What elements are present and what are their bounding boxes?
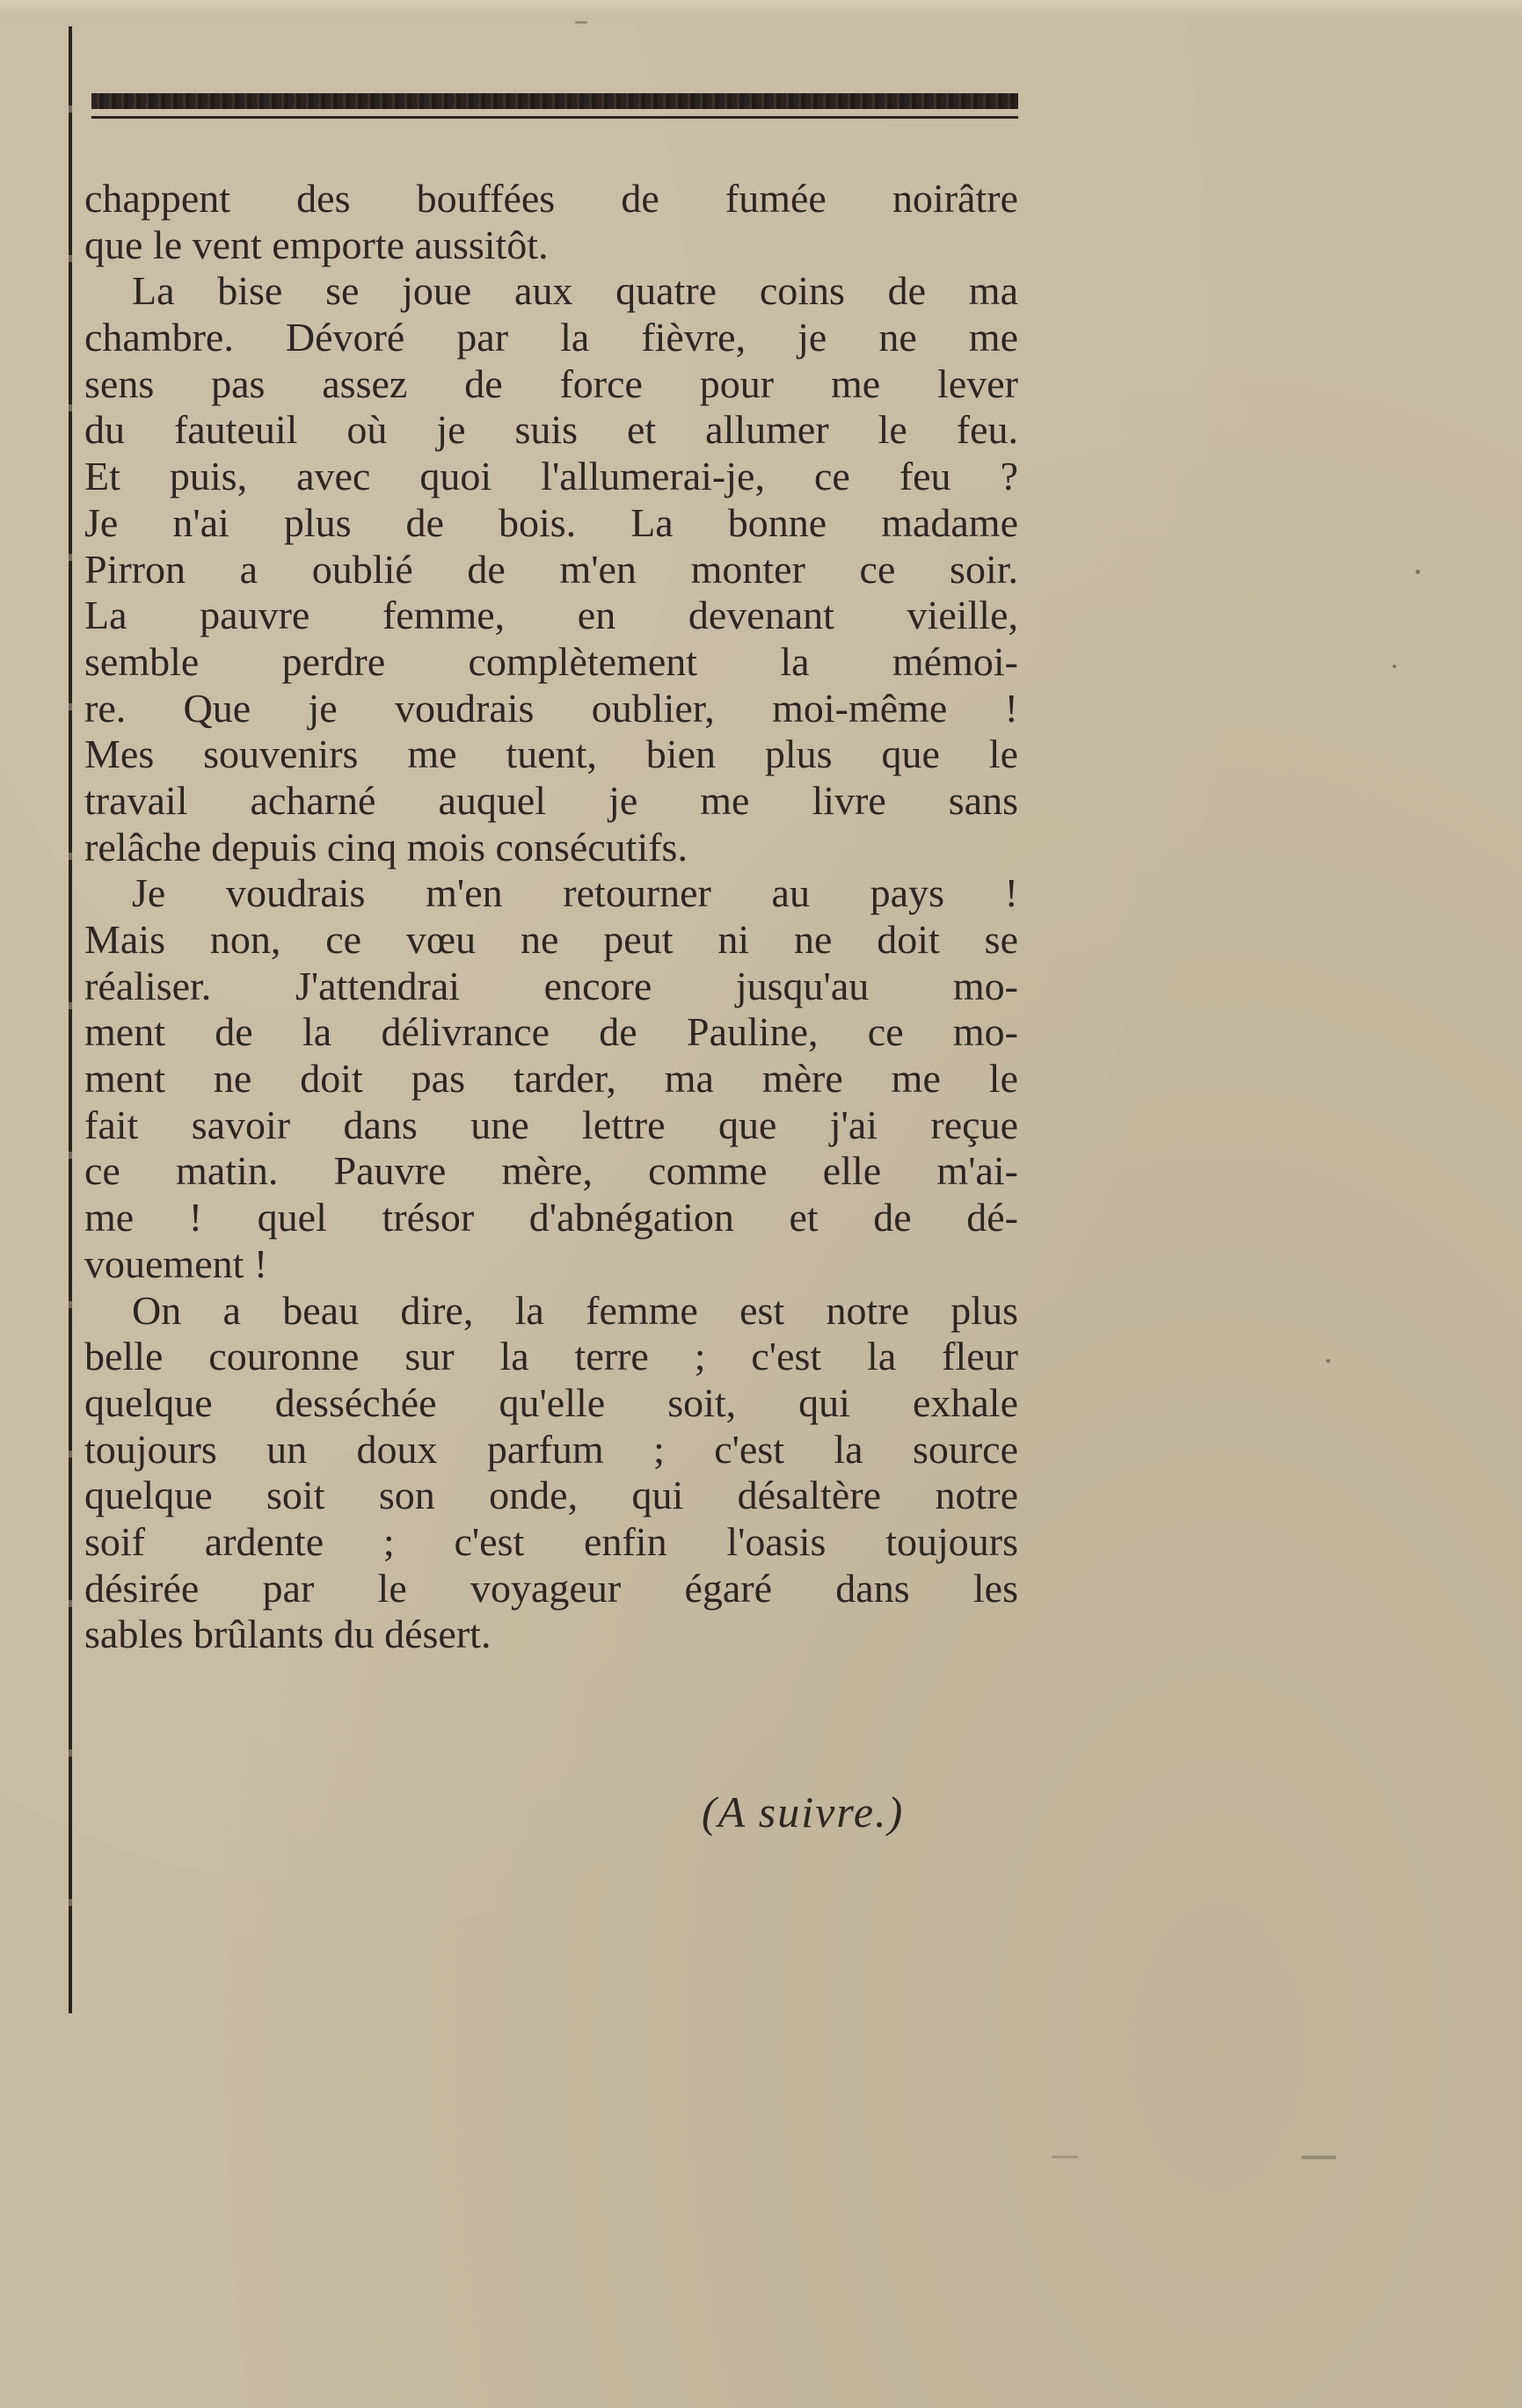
article-line: On a beau dire, la femme est notre plus [132,1287,1018,1333]
paper-speck [1393,665,1396,668]
article-line: Mes souvenirs me tuent, bien plus que le [84,731,1018,777]
column-rule [69,26,72,2013]
article-line: quelque soit son onde, qui désaltère notre [84,1473,1018,1518]
paper-speck [1416,570,1420,574]
article-line: belle couronne sur la terre ; c'est la fleur [84,1334,1018,1379]
article-line: me ! quel trésor d'abnégation et de dé- [84,1195,1018,1240]
article-line: chappent des bouffées de fumée noirâtre [84,176,1018,221]
article-line: quelque desséchée qu'elle soit, qui exhale [84,1379,1018,1425]
article-line: ment de la délivrance de Pauline, ce mo- [84,1009,1018,1055]
header-rule-thick [91,93,1018,109]
article-line: La bise se joue aux quatre coins de ma [132,268,1018,314]
article-line: Mais non, ce vœu ne peut ni ne doit se [84,917,1018,962]
article-line: Je voudrais m'en retourner au pays ! [132,870,1018,916]
article-line: désirée par le voyageur égaré dans les [84,1565,1018,1611]
continuation-note: (A suivre.) [702,1787,905,1837]
article-line: réaliser. J'attendrai encore jusqu'au mo- [84,963,1018,1008]
article-line: que le vent emporte aussitôt. [84,222,549,267]
article-line: fait savoir dans une lettre que j'ai reçue [84,1102,1018,1147]
article-line: re. Que je voudrais oublier, moi-même ! [84,685,1018,731]
article-line: vouement ! [84,1240,268,1286]
paper-speck [1301,2156,1336,2159]
article-line: sens pas assez de force pour me lever [84,360,1018,406]
paper-speck [1326,1359,1330,1363]
article-line: relâche depuis cinq mois consécutifs. [84,824,688,869]
article-line: travail acharné auquel je me livre sans [84,777,1018,823]
article-line: ce matin. Pauvre mère, comme elle m'ai- [84,1148,1018,1194]
article-line: chambre. Dévoré par la fièvre, je ne me [84,315,1018,360]
article-line: semble perdre complètement la mémoi- [84,638,1018,684]
article-line: Je n'ai plus de bois. La bonne madame [84,499,1018,545]
article-line: Pirron a oublié de m'en monter ce soir. [84,546,1018,592]
article-line: du fauteuil où je suis et allumer le feu. [84,407,1018,453]
article-line: ment ne doit pas tarder, ma mère me le [84,1056,1018,1102]
article-body [84,176,1018,1658]
article-line: Et puis, avec quoi l'allumerai-je, ce feu ? [84,454,1018,499]
paper-speck [575,21,587,24]
page-top-edge [0,0,1522,19]
article-line: sables brûlants du désert. [84,1611,492,1657]
article-line: toujours un doux parfum ; c'est la source [84,1426,1018,1472]
article-line: La pauvre femme, en devenant vieille, [84,593,1018,638]
paper-speck [1052,2156,1078,2158]
article-line: soif ardente ; c'est enfin l'oasis toujours [84,1518,1018,1564]
header-rule-thin [91,116,1018,119]
